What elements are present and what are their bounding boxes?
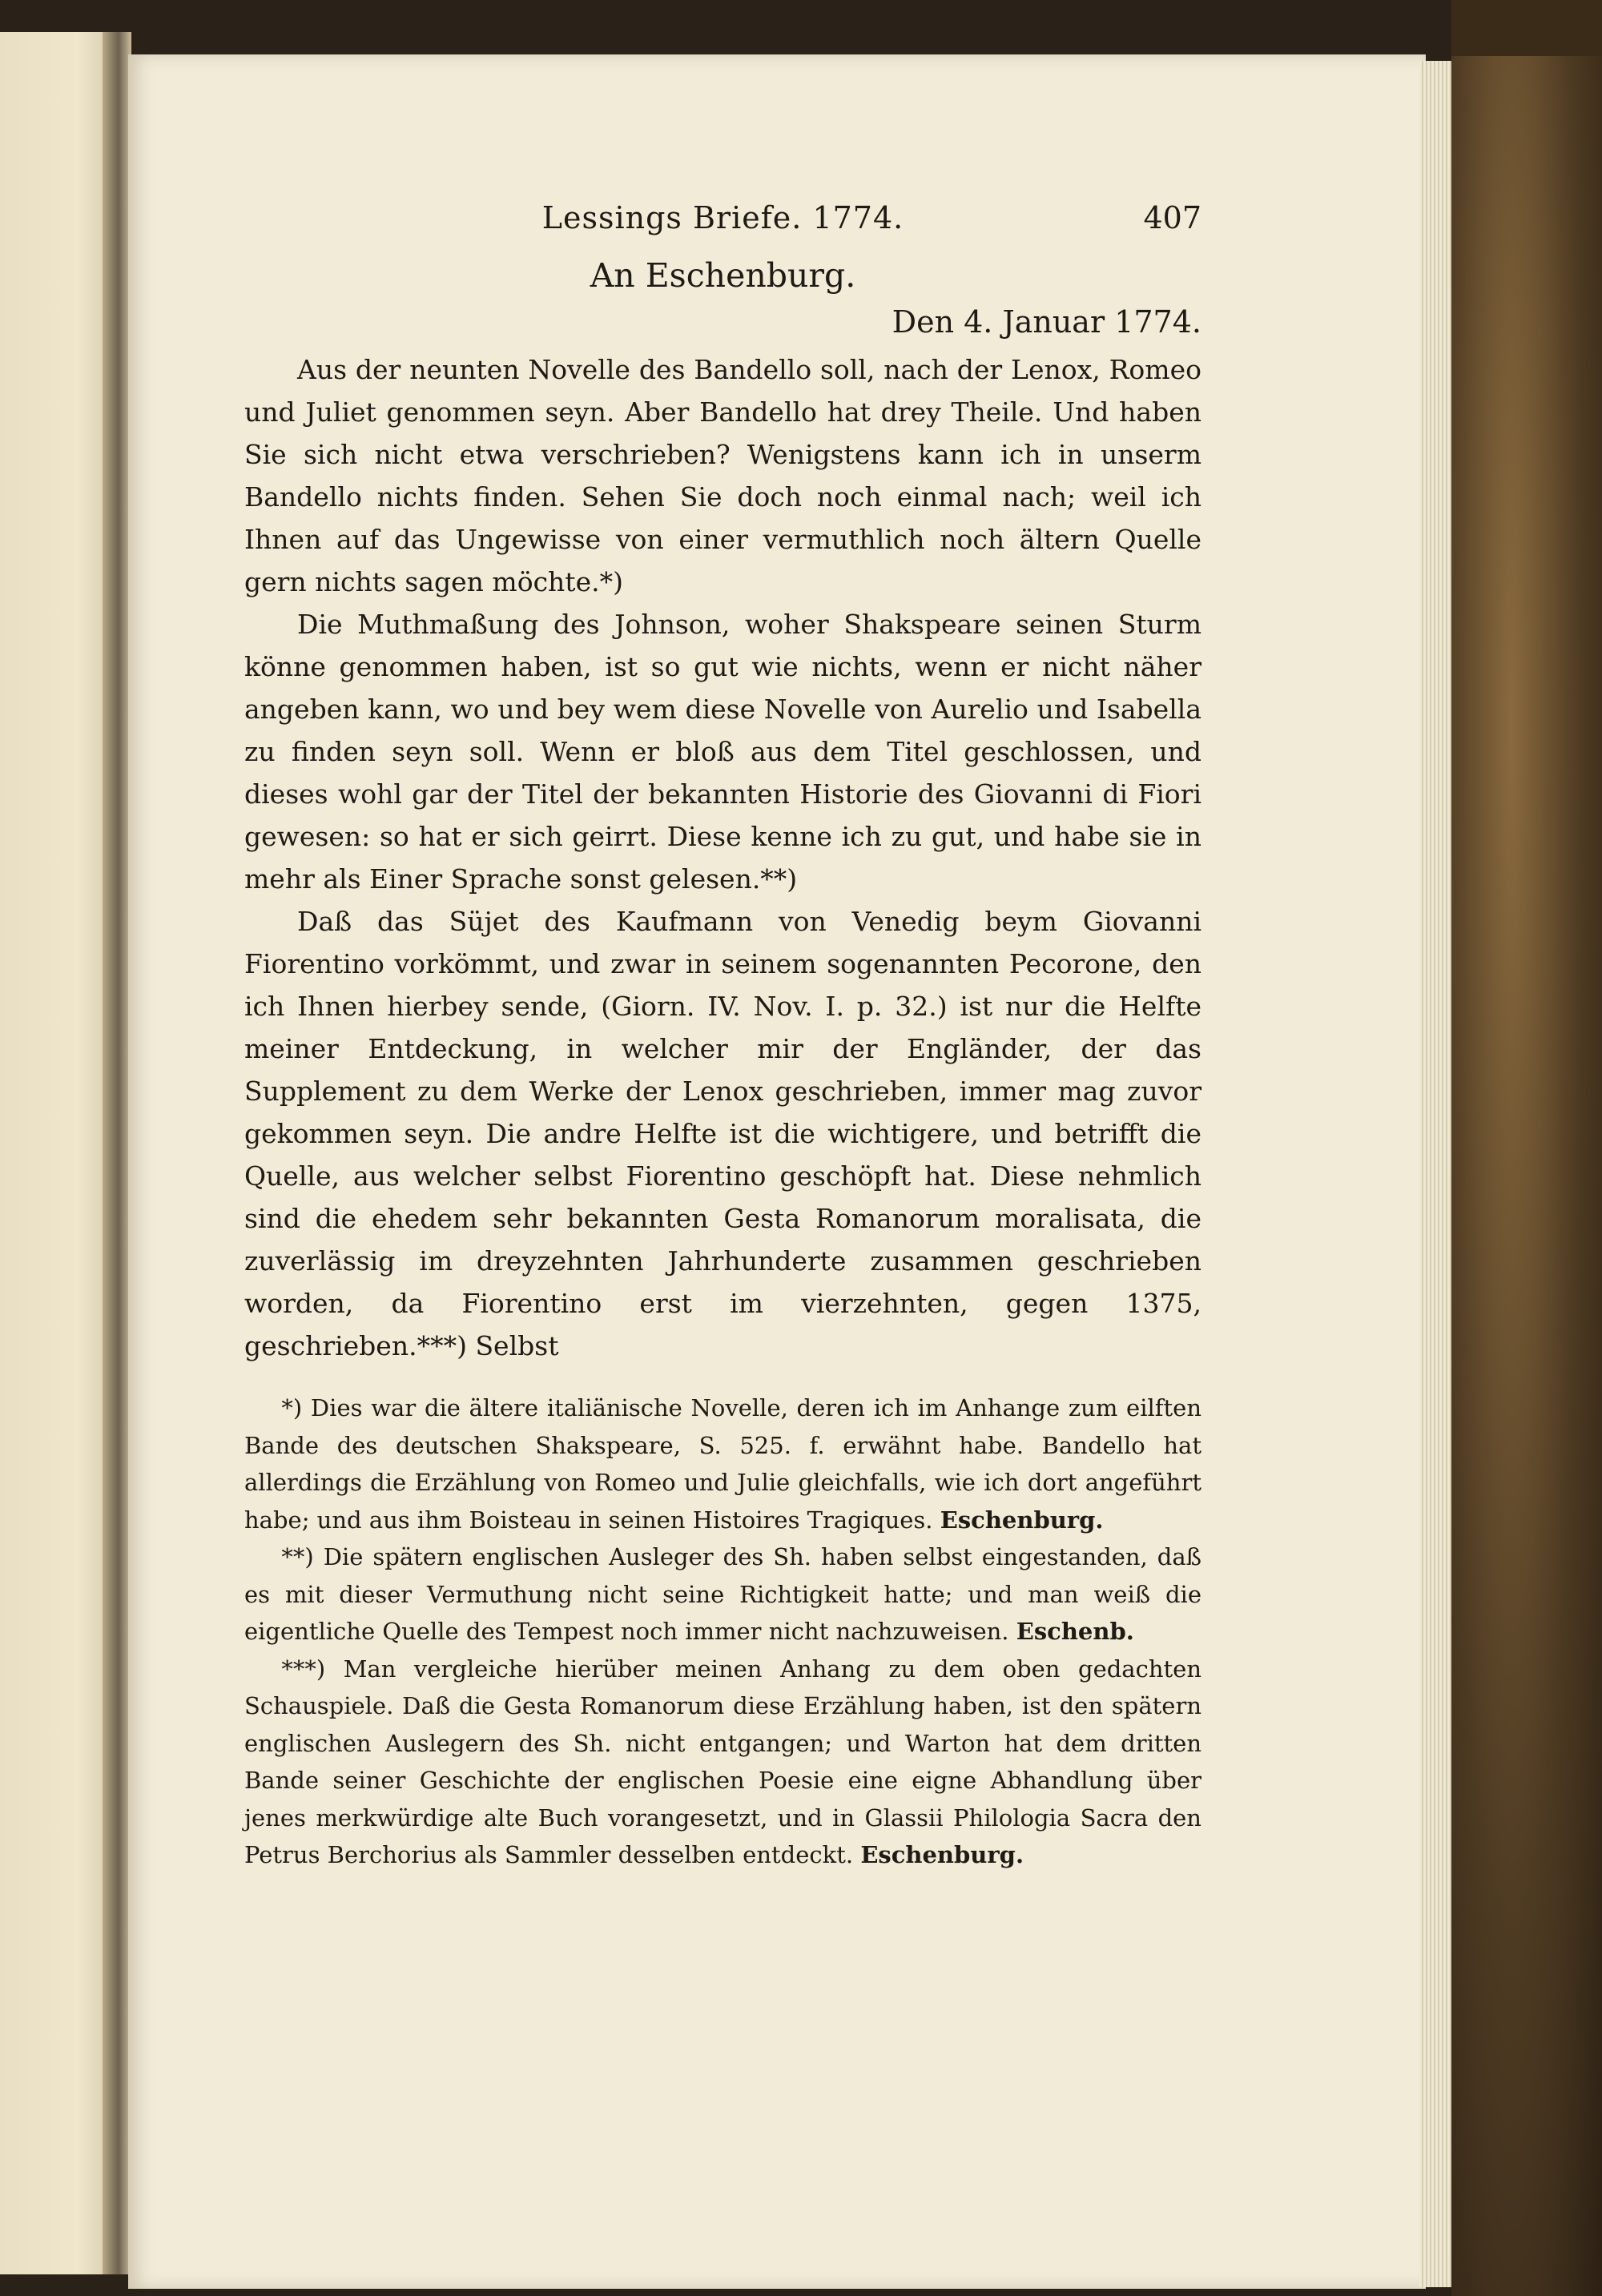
footnote-signature: Eschenburg. xyxy=(860,1841,1024,1868)
cover-top xyxy=(1451,0,1602,56)
footnote xyxy=(244,1651,1202,1874)
book-cover xyxy=(1451,56,1602,2296)
paragraph: Aus der neunten Novelle des Bandello soll, nach der Lenox, Romeo und Juliet genommen seyn. Aber Bandello hat drey Theile. Und haben Sie sich nicht etwa verschrieben? Wenigstens kann ich in unserm Bandello nichts finden. Sehen Sie doch noch einmal nach; weil ich Ihnen auf das Ungewisse von einer vermuthlich noch ältern Quelle gern nichts sagen möchte.*) xyxy=(244,354,1202,597)
footnote-text: ***) Man vergleiche hierüber meinen Anhang zu dem oben gedachten Schauspiele. Daß die Gesta Romanorum diese Erzählung haben, ist den spätern englischen Auslegern des Sh. nicht entgangen; und Warton hat dem dritten Bande seiner Geschichte der englischen Poesie eine eigne Abhandlung über jenes merkwürdige alte Buch vorangesetzt, und in Glassii Philologia Sacra den Petrus Berchorius als Sammler desselben entdeckt. xyxy=(244,1655,1202,1868)
footnote-text: *) Dies war die ältere italiänische Novelle, deren ich im Anhange zum eilften Bande des deutschen Shakspeare, S. 525. f. erwähnt habe. Bandello hat allerdings die Erzählung von Romeo und Julie gleichfalls, wie ich dort angeführt habe; und aus ihm Boisteau in seinen Histoires Tragiques. xyxy=(244,1394,1202,1534)
page-edges xyxy=(1419,61,1451,2287)
paragraph: Die Muthmaßung des Johnson, woher Shakspeare seinen Sturm könne genommen haben, ist so gut wie nichts, wenn er nicht näher angeben kann, wo und bey wem diese Novelle von Aurelio und Isabella zu finden seyn soll. Wenn er bloß aus dem Titel geschlossen, und dieses wohl gar der Titel der bekannten Historie des Giovanni di Fiori gewesen: so hat er sich geirrt. Diese kenne ich zu gut, und habe sie in mehr als Einer Sprache sonst gelesen.**) xyxy=(244,609,1202,895)
paragraph: Daß das Süjet des Kaufmann von Venedig beym Giovanni Fiorentino vorkömmt, und zwar in seinem sogenannten Pecorone, den ich Ihnen hierbey sende, (Giorn. IV. Nov. I. p. 32.) ist nur die Helfte meiner Entdeckung, in welcher mir der Engländer, der das Supplement zu dem Werke der Lenox geschrieben, immer mag zuvor gekommen seyn. Die andre Helfte ist die wichtigere, und betrifft die Quelle, aus welcher selbst Fiorentino geschöpft hat. Diese nehmlich sind die ehedem sehr bekannten Gesta Romanorum moralisata, die zuverlässig im dreyzehnten Jahrhunderte zusammen geschrieben worden, da Fiorentino erst im vierzehnten, gegen 1375, geschrieben.***) Selbst xyxy=(244,906,1202,1361)
page-number: 407 xyxy=(1143,200,1202,235)
letter-body xyxy=(244,348,1202,1367)
page-text xyxy=(244,200,1202,1874)
book-gutter xyxy=(103,32,131,2274)
footnote-signature: Eschenb. xyxy=(1016,1618,1134,1645)
footnote xyxy=(244,1538,1202,1651)
letter-heading: An Eschenburg. xyxy=(590,256,856,295)
page-header xyxy=(244,200,1202,248)
footnote-signature: Eschenburg. xyxy=(940,1506,1104,1534)
running-title: Lessings Briefe. 1774. xyxy=(541,200,904,235)
footnote xyxy=(244,1389,1202,1538)
footnote-text: **) Die spätern englischen Ausleger des Sh. haben selbst eingestanden, daß es mit dieser Vermuthung nicht seine Richtigkeit hatte; und man weiß die eigentliche Quelle des Tempest noch immer nicht nachzuweisen. xyxy=(244,1543,1202,1645)
footnotes xyxy=(244,1389,1202,1874)
facing-page xyxy=(0,32,112,2274)
letter-date: Den 4. Januar 1774. xyxy=(892,304,1202,340)
